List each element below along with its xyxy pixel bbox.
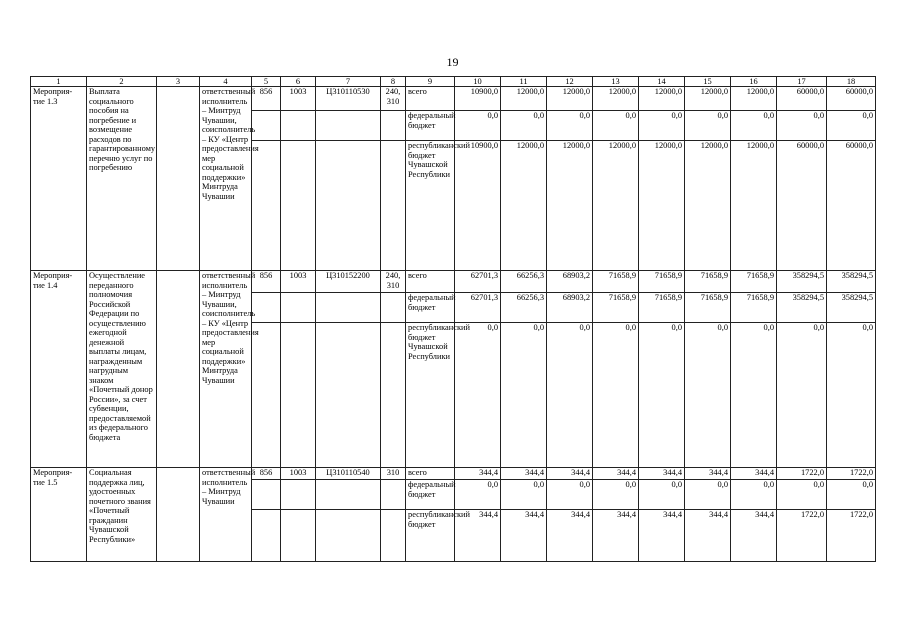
- amount-cell: 0,0: [639, 480, 685, 510]
- table-row: [31, 271, 876, 293]
- amount-cell: 12000,0: [547, 87, 593, 111]
- amount-cell: 71658,9: [731, 271, 777, 293]
- amount-cell: 0,0: [639, 323, 685, 468]
- empty-code-cell: [252, 141, 281, 271]
- column-header: 6: [281, 77, 316, 87]
- rzpr-code: 1003: [281, 468, 316, 480]
- column-header: 8: [381, 77, 406, 87]
- empty-code-cell: [381, 293, 406, 323]
- budget-table: [30, 76, 876, 562]
- grbs-code: 856: [252, 468, 281, 480]
- funding-source: всего: [406, 87, 455, 111]
- empty-code-cell: [252, 510, 281, 562]
- amount-cell: 344,4: [455, 510, 501, 562]
- amount-cell: 60000,0: [777, 141, 827, 271]
- column-header: 9: [406, 77, 455, 87]
- column-header: 12: [547, 77, 593, 87]
- empty-code-cell: [316, 111, 381, 141]
- column-header: 2: [87, 77, 157, 87]
- amount-cell: 358294,5: [777, 293, 827, 323]
- grbs-code: 856: [252, 271, 281, 293]
- amount-cell: 62701,3: [455, 293, 501, 323]
- header-row: [31, 77, 876, 87]
- amount-cell: 344,4: [501, 510, 547, 562]
- column-header: 5: [252, 77, 281, 87]
- amount-cell: 12000,0: [547, 141, 593, 271]
- csr-code: Ц310110540: [316, 468, 381, 480]
- amount-cell: 0,0: [455, 323, 501, 468]
- amount-cell: 66256,3: [501, 293, 547, 323]
- empty-code-cell: [252, 111, 281, 141]
- empty-code-cell: [316, 293, 381, 323]
- measure-name: Осуществление переданного полномочия Российской Федерации по осуществлению ежегодной денежной выплаты лицам, награжденным нагрудным знаком «Почетный донор России», за счет субвенции, предоставляемой из федерального бюджета: [87, 271, 157, 468]
- measure-col3: [157, 87, 200, 271]
- amount-cell: 12000,0: [593, 87, 639, 111]
- measure-name: Социальная поддержка лиц, удостоенных почетного звания «Почетный гражданин Чувашской Республики»: [87, 468, 157, 562]
- amount-cell: 344,4: [593, 510, 639, 562]
- funding-source: федеральный бюджет: [406, 111, 455, 141]
- column-header: 16: [731, 77, 777, 87]
- amount-cell: 0,0: [685, 111, 731, 141]
- empty-code-cell: [281, 293, 316, 323]
- amount-cell: 0,0: [685, 323, 731, 468]
- column-header: 7: [316, 77, 381, 87]
- amount-cell: 71658,9: [685, 293, 731, 323]
- amount-cell: 60000,0: [827, 87, 876, 111]
- amount-cell: 71658,9: [639, 271, 685, 293]
- empty-code-cell: [281, 510, 316, 562]
- amount-cell: 0,0: [827, 111, 876, 141]
- funding-source: республиканский бюджет Чувашской Республики: [406, 141, 455, 271]
- amount-cell: 344,4: [501, 468, 547, 480]
- amount-cell: 10900,0: [455, 87, 501, 111]
- amount-cell: 66256,3: [501, 271, 547, 293]
- grbs-code: 856: [252, 87, 281, 111]
- amount-cell: 12000,0: [731, 87, 777, 111]
- amount-cell: 0,0: [547, 111, 593, 141]
- amount-cell: 0,0: [777, 111, 827, 141]
- amount-cell: 71658,9: [731, 293, 777, 323]
- amount-cell: 0,0: [501, 323, 547, 468]
- measure-code: Мероприя-тие 1.3: [31, 87, 87, 271]
- amount-cell: 0,0: [455, 480, 501, 510]
- empty-code-cell: [252, 480, 281, 510]
- amount-cell: 0,0: [777, 480, 827, 510]
- amount-cell: 60000,0: [827, 141, 876, 271]
- empty-code-cell: [252, 323, 281, 468]
- funding-source: федеральный бюджет: [406, 293, 455, 323]
- amount-cell: 12000,0: [639, 141, 685, 271]
- empty-code-cell: [381, 510, 406, 562]
- amount-cell: 344,4: [731, 468, 777, 480]
- funding-source: всего: [406, 271, 455, 293]
- table-row: [31, 468, 876, 480]
- amount-cell: 1722,0: [777, 468, 827, 480]
- amount-cell: 1722,0: [827, 468, 876, 480]
- amount-cell: 1722,0: [827, 510, 876, 562]
- empty-code-cell: [281, 480, 316, 510]
- empty-code-cell: [381, 141, 406, 271]
- amount-cell: 12000,0: [685, 141, 731, 271]
- measure-code: Мероприя-тие 1.5: [31, 468, 87, 562]
- amount-cell: 0,0: [501, 111, 547, 141]
- amount-cell: 68903,2: [547, 293, 593, 323]
- amount-cell: 12000,0: [639, 87, 685, 111]
- empty-code-cell: [316, 510, 381, 562]
- column-header: 14: [639, 77, 685, 87]
- amount-cell: 358294,5: [827, 293, 876, 323]
- column-header: 11: [501, 77, 547, 87]
- amount-cell: 12000,0: [593, 141, 639, 271]
- amount-cell: 0,0: [455, 111, 501, 141]
- amount-cell: 358294,5: [827, 271, 876, 293]
- csr-code: Ц310152200: [316, 271, 381, 293]
- funding-source: республиканский бюджет Чувашской Республики: [406, 323, 455, 468]
- column-header: 18: [827, 77, 876, 87]
- amount-cell: 0,0: [501, 480, 547, 510]
- amount-cell: 71658,9: [593, 293, 639, 323]
- funding-source: всего: [406, 468, 455, 480]
- amount-cell: 71658,9: [685, 271, 731, 293]
- csr-code: Ц310110530: [316, 87, 381, 111]
- amount-cell: 0,0: [731, 111, 777, 141]
- amount-cell: 0,0: [547, 323, 593, 468]
- column-header: 17: [777, 77, 827, 87]
- column-header: 3: [157, 77, 200, 87]
- amount-cell: 60000,0: [777, 87, 827, 111]
- amount-cell: 0,0: [547, 480, 593, 510]
- measure-col3: [157, 468, 200, 562]
- empty-code-cell: [316, 141, 381, 271]
- amount-cell: 12000,0: [501, 141, 547, 271]
- amount-cell: 0,0: [827, 480, 876, 510]
- amount-cell: 0,0: [731, 323, 777, 468]
- responsible-executor: ответственный исполнитель – Минтруд Чувашии, соисполнитель – КУ «Центр предоставления мер социальной поддержки» Минтруда Чувашии: [200, 87, 252, 271]
- column-header: 13: [593, 77, 639, 87]
- measure-code: Мероприя-тие 1.4: [31, 271, 87, 468]
- amount-cell: 12000,0: [685, 87, 731, 111]
- amount-cell: 344,4: [639, 510, 685, 562]
- amount-cell: 344,4: [639, 468, 685, 480]
- amount-cell: 0,0: [777, 323, 827, 468]
- amount-cell: 344,4: [547, 510, 593, 562]
- amount-cell: 68903,2: [547, 271, 593, 293]
- empty-code-cell: [281, 141, 316, 271]
- column-header: 1: [31, 77, 87, 87]
- column-header: 10: [455, 77, 501, 87]
- rzpr-code: 1003: [281, 87, 316, 111]
- amount-cell: 0,0: [731, 480, 777, 510]
- amount-cell: 344,4: [685, 468, 731, 480]
- amount-cell: 71658,9: [593, 271, 639, 293]
- empty-code-cell: [281, 323, 316, 468]
- amount-cell: 358294,5: [777, 271, 827, 293]
- amount-cell: 344,4: [547, 468, 593, 480]
- amount-cell: 344,4: [455, 468, 501, 480]
- amount-cell: 0,0: [593, 480, 639, 510]
- empty-code-cell: [381, 111, 406, 141]
- amount-cell: 344,4: [685, 510, 731, 562]
- measure-col3: [157, 271, 200, 468]
- responsible-executor: ответственный исполнитель – Минтруд Чувашии: [200, 468, 252, 562]
- amount-cell: 344,4: [593, 468, 639, 480]
- amount-cell: 0,0: [827, 323, 876, 468]
- column-header: 4: [200, 77, 252, 87]
- funding-source: федеральный бюджет: [406, 480, 455, 510]
- amount-cell: 0,0: [593, 111, 639, 141]
- empty-code-cell: [381, 480, 406, 510]
- page-number: 19: [446, 55, 459, 69]
- empty-code-cell: [252, 293, 281, 323]
- funding-source: республиканский бюджет: [406, 510, 455, 562]
- vr-code: 310: [381, 468, 406, 480]
- amount-cell: 0,0: [593, 323, 639, 468]
- empty-code-cell: [316, 480, 381, 510]
- amount-cell: 12000,0: [731, 141, 777, 271]
- measure-name: Выплата социального пособия на погребение и возмещение расходов по гарантированному перечню услуг по погребению: [87, 87, 157, 271]
- empty-code-cell: [381, 323, 406, 468]
- column-header: 15: [685, 77, 731, 87]
- rzpr-code: 1003: [281, 271, 316, 293]
- empty-code-cell: [316, 323, 381, 468]
- vr-code: 240, 310: [381, 87, 406, 111]
- amount-cell: 12000,0: [501, 87, 547, 111]
- amount-cell: 344,4: [731, 510, 777, 562]
- amount-cell: 62701,3: [455, 271, 501, 293]
- responsible-executor: ответственный исполнитель – Минтруд Чувашии, соисполнитель – КУ «Центр предоставления мер социальной поддержки» Минтруда Чувашии: [200, 271, 252, 468]
- amount-cell: 1722,0: [777, 510, 827, 562]
- table-row: [31, 87, 876, 111]
- vr-code: 240, 310: [381, 271, 406, 293]
- amount-cell: 0,0: [639, 111, 685, 141]
- amount-cell: 0,0: [685, 480, 731, 510]
- empty-code-cell: [281, 111, 316, 141]
- amount-cell: 10900,0: [455, 141, 501, 271]
- amount-cell: 71658,9: [639, 293, 685, 323]
